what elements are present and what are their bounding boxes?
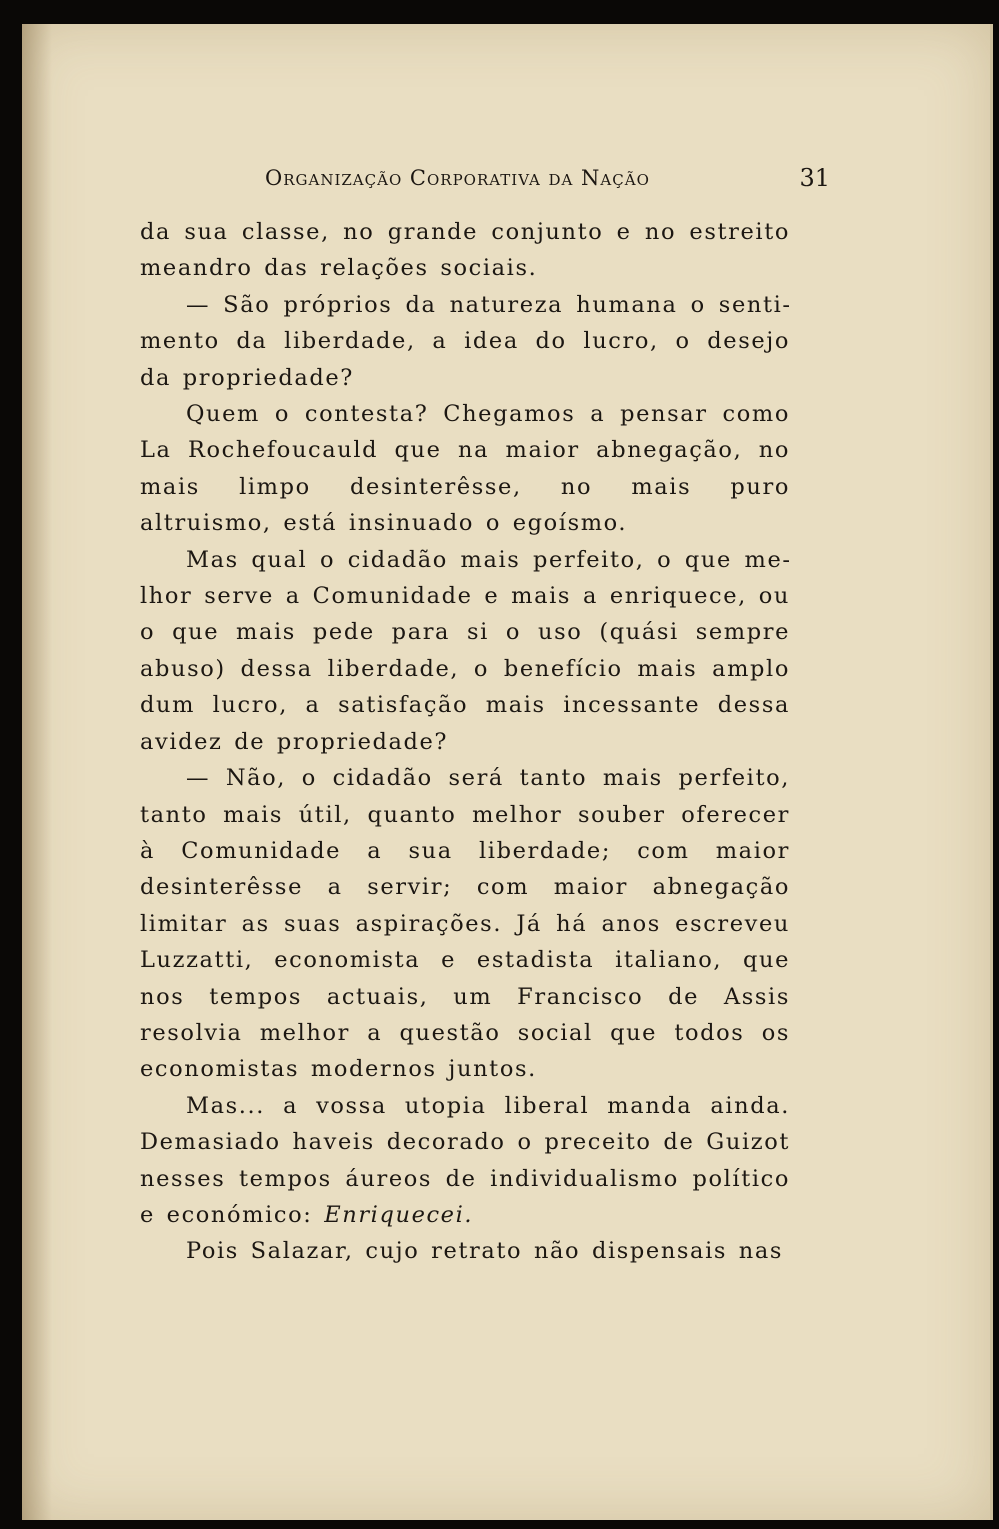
- running-title: Organização Corporativa da Nação: [265, 166, 650, 190]
- paragraph-luzzatti: — Não, o cidadão será tanto mais perfeito, tanto mais útil, quanto melhor souber oferecer à Comunidade a sua liberdade; com maior desinterêsse a servir; com maior abnegação limitar as suas aspirações. Já há anos escreveu Luzzatti, economista e estadista italiano, que nos tempos actuais, um Francisco de Assis resolvia melhor a questão social que todos os economistas modernos juntos.: [140, 765, 790, 1083]
- body-text: [140, 214, 790, 1270]
- guizot-text: Mas... a vossa utopia liberal manda ainda. Demasiado haveis decorado o preceito de Guizot nesses tempos áureos de individualismo político e económico:: [140, 1092, 790, 1228]
- guizot-emphasis: Enriquecei.: [324, 1201, 474, 1228]
- paragraph-salazar: Pois Salazar, cujo retrato não dispensais nas: [186, 1238, 784, 1265]
- paragraph-continuation: da sua classe, no grande conjunto e no estreito meandro das relações sociais.: [140, 219, 790, 282]
- paragraph-rochefoucauld: Quem o contesta? Chegamos a pensar como La Rochefoucauld que na maior abnegação, no mais limpo desinterêsse, no mais puro altruismo, está insinuado o egoísmo.: [140, 401, 790, 537]
- page-number: 31: [799, 164, 830, 192]
- running-header: [265, 164, 830, 200]
- paragraph-question-nature: — São próprios da natureza humana o sentimento da liberdade, a idea do lucro, o desejo da propriedade?: [140, 291, 790, 391]
- paragraph-perfect-citizen: Mas qual o cidadão mais perfeito, o que melhor serve a Comunidade e mais a enriquece, ou o que mais pede para si o uso (quási sempre abuso) dessa liberdade, o benefício mais amplo dum lucro, a satisfação mais incessante dessa avidez de propriedade?: [140, 546, 790, 755]
- paragraph-guizot: [140, 1088, 790, 1234]
